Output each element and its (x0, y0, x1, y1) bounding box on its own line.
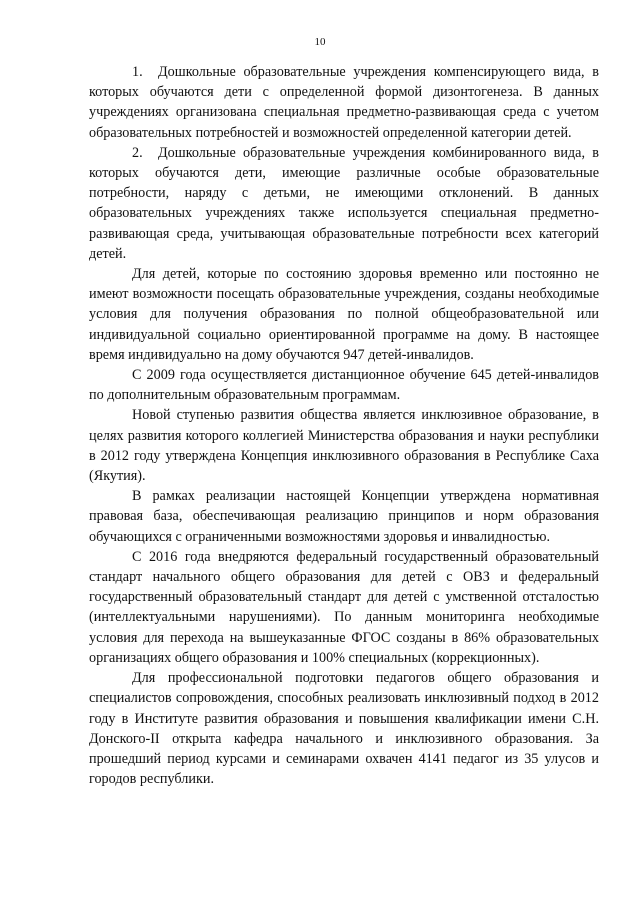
page-number: 10 (314, 36, 326, 48)
list-item-text: Дошкольные образовательные учреждения компенсирующего вида, в которых обучаются дети с определенной формой дизонтогенеза. В данных учреждениях организована специальная предметно-развивающая среда с учетом образовательных потребностей и возможностей определенной категории детей. (89, 64, 599, 141)
page-body (89, 62, 599, 789)
list-number: 2. (132, 144, 143, 161)
paragraph-fgos-standards: С 2016 года внедряются федеральный государственный образовательный стандарт начального общего образования для детей с ОВЗ и федеральный государственный образовательный стандарт для детей с умственной отсталостью (интеллектуальными нарушениями). По данным мониторинга необходимые условия для перехода на вышеуказанные ФГОС созданы в 86% образовательных организациях общего образования и 100% специальных (коррекционных). (89, 548, 599, 666)
paragraph-regulatory-base: В рамках реализации настоящей Концепции утверждена нормативная правовая база, обеспечивающая реализацию принципов и норм образования обучающихся с ограниченными возможностями здоровья и инвалидностью. (89, 488, 599, 545)
list-item-2 (89, 143, 599, 264)
list-item-1 (89, 62, 599, 143)
list-number: 1. (132, 64, 143, 80)
paragraph-distance-learning: С 2009 года осуществляется дистанционное обучение 645 детей-инвалидов по дополнительным образовательным программам. (89, 367, 599, 404)
paragraph-inclusive-concept: Новой ступенью развития общества является инклюзивное образование, в целях развития которого коллегией Министерства образования и науки республики в 2012 году утверждена Концепция инклюзивного образования в Республике Саха (Якутия). (89, 407, 599, 485)
list-item-text: Дошкольные образовательные учреждения комбинированного вида, в которых обучаются дети, имеющие различные особые образовательные потребности, наряду с детьми, не имеющими отклонений. В данных образовательных учреждениях также используется специальная предметно-развивающая среда, учитывающая образовательные потребности всех категорий детей. (89, 144, 599, 262)
paragraph-home-education: Для детей, которые по состоянию здоровья временно или постоянно не имеют возможности посещать образовательные учреждения, созданы необходимые условия для получения образования по полной общеобразовательной или индивидуальной социально ориентированной программе на дому. В настоящее время индивидуально на дому обучаются 947 детей-инвалидов. (89, 266, 599, 363)
paragraph-teacher-training: Для профессиональной подготовки педагогов общего образования и специалистов сопровождения, способных реализовать инклюзивный подход в 2012 году в Институте развития образования и повышения квалификации имени С.Н. Донского-II открыта кафедра начального и инклюзивного образования. За прошедший период курсами и семинарами охвачен 4141 педагог из 35 улусов и городов республики. (89, 670, 599, 788)
